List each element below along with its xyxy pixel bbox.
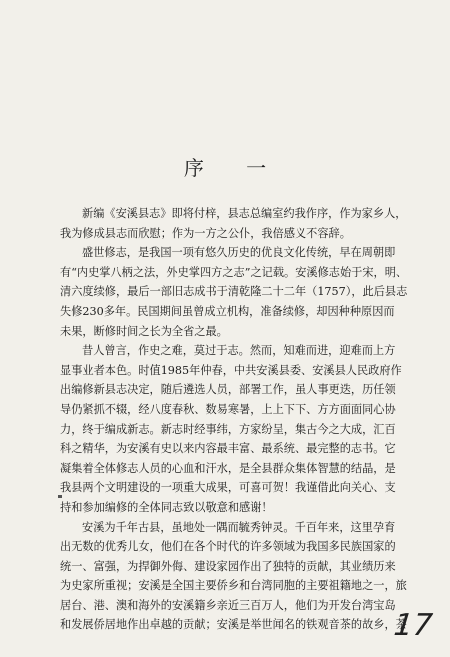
text-line: 为史家所重视；安溪是全国主要侨乡和台湾同胞的主要祖籍地之一，旅 [60, 579, 407, 593]
text-line: 科之精华，为安溪有史以来内容最丰富、最系统、最完整的志书。它 [60, 442, 396, 456]
text-line: 安溪为千年古县，虽地处一隅而毓秀钟灵。千百年来，这里孕育 [82, 520, 396, 534]
page-title: 序 一 [183, 156, 285, 180]
text-line: 我县两个文明建设的一项重大成果，可喜可贺！我谨借此向关心、支 [60, 481, 396, 495]
text-line: 出编修新县志决定，随后遴选人员，部署工作，虽人事更迭，历任领 [60, 383, 396, 397]
text-line: 导仍紧抓不辍，经八度春秋、数易寒暑，上上下下、方方面面同心协 [60, 402, 396, 416]
text-line: 新编《安溪县志》即将付梓，县志总编室约我作序，作为家乡人， [82, 207, 407, 220]
text-line: 未果，断修时间之长为全省之最。 [60, 324, 228, 338]
preface-body [60, 204, 420, 635]
text-line: 显事业者本色。时值1985年仲春，中共安溪县委、安溪县人民政府作 [60, 363, 402, 377]
text-line: 凝集着全体修志人员的心血和汗水，是全县群众集体智慧的结晶，是 [60, 461, 396, 475]
margin-mark [58, 495, 62, 498]
text-line: 有“内史掌八柄之法，外史掌四方之志”之记载。安溪修志始于宋，明、 [60, 265, 408, 279]
text-line: 和发展侨居地作出卓越的贡献；安溪是举世闻名的铁观音茶的故乡，茶 [60, 618, 407, 632]
text-line: 持和参加编修的全体同志致以敬意和感谢！ [60, 500, 273, 514]
text-line: 昔人曾言，作史之难，莫过于志。然而，知难而进，迎难而上方 [82, 344, 396, 358]
text-line: 盛世修志，是我国一项有悠久历史的优良文化传统，早在周朝即 [82, 246, 396, 260]
text-line: 失修230多年。民国期间虽曾成立机构，准备续修，却因种种原因而 [60, 304, 395, 318]
text-line: 统一、富强，为捍御外侮、建设家园作出了独特的贡献，其业绩历来 [60, 559, 396, 573]
text-line: 我为修成县志而欣慰；作为一方之公仆，我倍感义不容辞。 [60, 226, 351, 240]
page-number: 17 [391, 608, 434, 643]
text-line: 居台、港、澳和海外的安溪籍乡亲近三百万人，他们为开发台湾宝岛 [60, 598, 396, 612]
text-line: 出无数的优秀儿女，他们在各个时代的许多领域为我国多民族国家的 [60, 540, 396, 554]
text-line: 力，终于编成新志。新志时经事纬，方家纷呈，集古今之大成，汇百 [60, 422, 396, 436]
text-line: 清六度续修，最后一部旧志成书于清乾隆二十二年（1757），此后县志 [60, 285, 408, 299]
